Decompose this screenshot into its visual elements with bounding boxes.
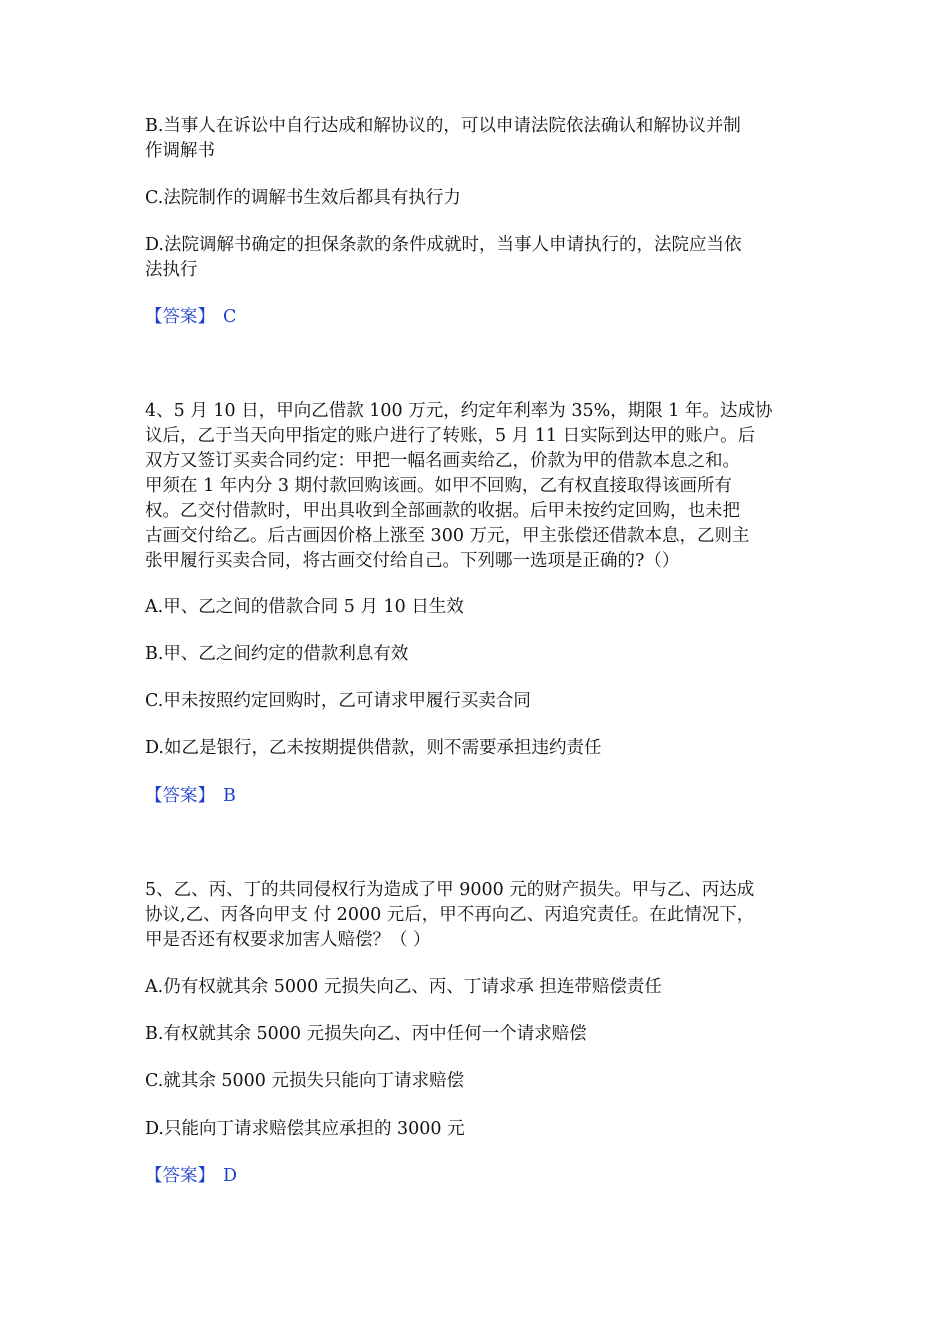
q4-answer bbox=[145, 784, 805, 809]
stem-line: 议后，乙于当天向甲指定的账户进行了转账，5 月 11 日实际到达甲的账户。后 bbox=[145, 426, 756, 446]
option-line: 法执行 bbox=[145, 260, 198, 280]
stem-line: 5、乙、丙、丁的共同侵权行为造成了甲 9000 元的财产损失。甲与乙、丙达成 bbox=[145, 880, 755, 900]
q3-answer bbox=[145, 305, 805, 330]
option-text: C.就其余 5000 元损失只能向丁请求赔偿 bbox=[145, 1071, 464, 1091]
q5-option-d bbox=[145, 1117, 805, 1142]
q5-option-b bbox=[145, 1022, 805, 1047]
stem-line: 古画交付给乙。后古画因价格上涨至 300 万元，甲主张偿还借款本息，乙则主 bbox=[145, 526, 750, 546]
q5-answer bbox=[145, 1164, 805, 1189]
option-text: B.甲、乙之间约定的借款利息有效 bbox=[145, 644, 409, 664]
q4-stem bbox=[145, 399, 805, 574]
option-text: A.仍有权就其余 5000 元损失向乙、丙、丁请求承 担连带赔偿责任 bbox=[145, 977, 662, 997]
q5-option-a bbox=[145, 975, 805, 1000]
q5-stem bbox=[145, 878, 805, 953]
stem-line: 甲须在 1 年内分 3 期付款回购该画。如甲不回购，乙有权直接取得该画所有 bbox=[145, 476, 733, 496]
q4-option-b bbox=[145, 642, 805, 667]
option-line: 作调解书 bbox=[145, 141, 215, 161]
option-line: D.法院调解书确定的担保条款的条件成就时，当事人申请执行的，法院应当依 bbox=[145, 235, 742, 255]
stem-line: 4、5 月 10 日，甲向乙借款 100 万元，约定年利率为 35%，期限 1 年。达成协 bbox=[145, 401, 773, 421]
option-text: D.如乙是银行，乙未按期提供借款，则不需要承担违约责任 bbox=[145, 738, 602, 758]
answer-label: 【答案】 bbox=[145, 786, 215, 806]
q4-option-a bbox=[145, 595, 805, 620]
stem-line: 协议,乙、丙各向甲支 付 2000 元后，甲不再向乙、丙追究责任。在此情况下， bbox=[145, 905, 755, 925]
answer-label: 【答案】 bbox=[145, 1166, 215, 1186]
option-text: B.有权就其余 5000 元损失向乙、丙中任何一个请求赔偿 bbox=[145, 1024, 587, 1044]
answer-value: D bbox=[223, 1166, 238, 1186]
q4-option-c bbox=[145, 689, 805, 714]
q3-option-d bbox=[145, 233, 805, 283]
q3-option-b bbox=[145, 114, 805, 164]
answer-label: 【答案】 bbox=[145, 307, 215, 327]
option-text: C.甲未按照约定回购时，乙可请求甲履行买卖合同 bbox=[145, 691, 531, 711]
answer-value: C bbox=[223, 307, 237, 327]
q4-option-d bbox=[145, 736, 805, 761]
stem-line: 双方又签订买卖合同约定：甲把一幅名画卖给乙，价款为甲的借款本息之和。 bbox=[145, 451, 740, 471]
option-text: D.只能向丁请求赔偿其应承担的 3000 元 bbox=[145, 1119, 465, 1139]
answer-value: B bbox=[223, 786, 236, 806]
q3-option-c bbox=[145, 186, 805, 211]
stem-line: 甲是否还有权要求加害人赔偿？（ ） bbox=[145, 930, 431, 950]
option-line: B.当事人在诉讼中自行达成和解协议的，可以申请法院依法确认和解协议并制 bbox=[145, 116, 741, 136]
option-line: C.法院制作的调解书生效后都具有执行力 bbox=[145, 188, 461, 208]
q5-option-c bbox=[145, 1069, 805, 1094]
stem-line: 张甲履行买卖合同，将古画交付给自己。下列哪一选项是正确的?（） bbox=[145, 551, 680, 571]
option-text: A.甲、乙之间的借款合同 5 月 10 日生效 bbox=[145, 597, 464, 617]
stem-line: 权。乙交付借款时，甲出具收到全部画款的收据。后甲未按约定回购，也未把 bbox=[145, 501, 740, 521]
